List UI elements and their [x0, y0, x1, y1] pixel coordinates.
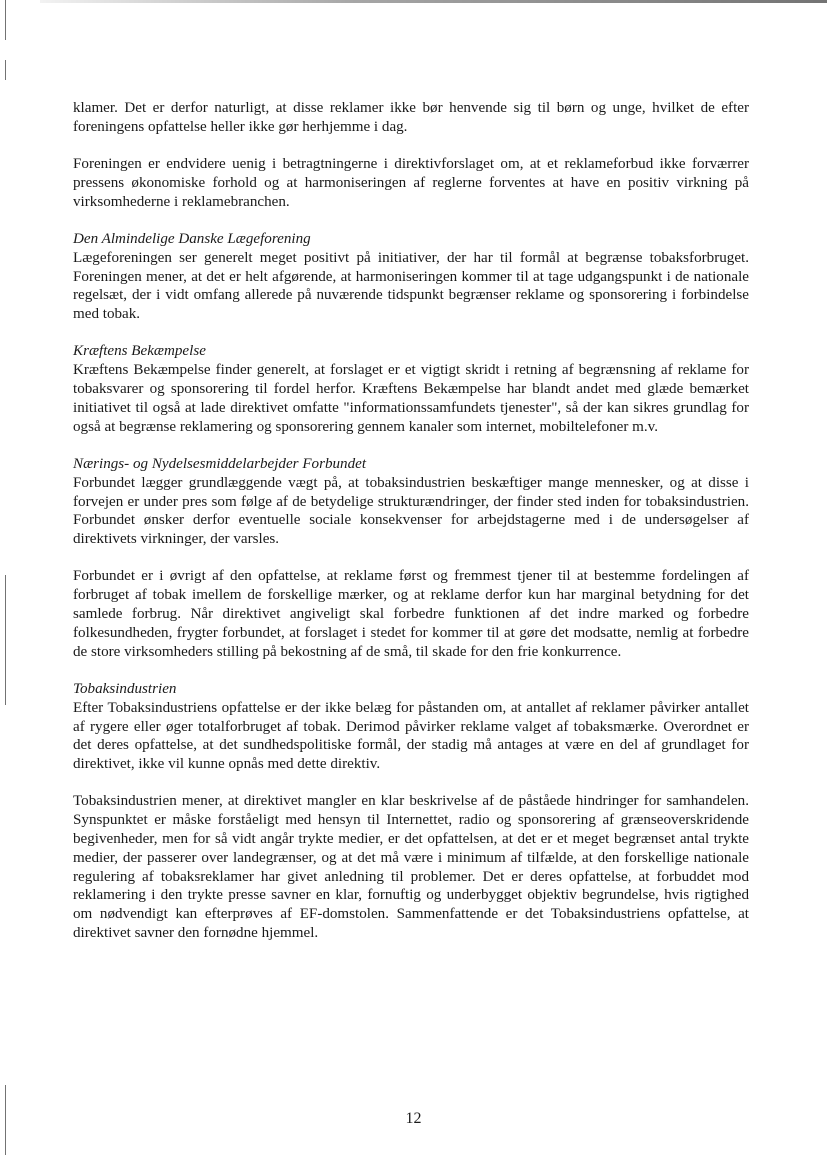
paragraph-foreningen: Foreningen er endvidere uenig i betragtningerne i direktivforslaget om, at et reklameforbud ikke forværrer pressens økonomiske forhold og at harmoniseringen af reglerne forventes at have en positiv virkning på virksomhederne i reklamebranchen.	[73, 156, 749, 210]
paragraph-naerings-forbundet-1: Forbundet lægger grundlæggende vægt på, at tobaksindustrien beskæftiger mange mennesker, og at disse i forvejen er under pres som følge af de betydelige strukturændringer, der finder sted inden for tobaksindustrien. Forbundet ønsker derfor eventuelle sociale konsekvenser for arbejdstagerne med i de undersøgelser af direktivets virkninger, der varsles.	[73, 474, 749, 548]
section-heading-kraeftens-bekaempelse: Kræftens Bekæmpelse	[73, 343, 206, 360]
section-heading-naerings-forbundet: Nærings- og Nydelsesmiddelarbejder Forbundet	[73, 455, 367, 472]
paragraph-tobaksindustrien-1: Efter Tobaksindustriens opfattelse er der ikke belæg for påstanden om, at antallet af reklamer påvirker antallet af rygere eller øger totalforbruget af tobak. Derimod påvirker reklame valget af tobaksmærke. Overordnet er det deres opfattelse, at det sundhedspolitiske formål, der stadig må antages at være en del af grundlaget for direktivet, ikke vil kunne opnås med dette direktiv.	[73, 699, 749, 773]
section-heading-laegeforening: Den Almindelige Danske Lægeforening	[73, 230, 311, 247]
scan-edge-left	[5, 60, 6, 80]
scan-edge-left	[5, 0, 6, 40]
page-number: 12	[405, 1110, 422, 1127]
paragraph-laegeforening: Lægeforeningen ser generelt meget positivt på initiativer, der har til formål at begrænse tobaksforbruget. Foreningen mener, at det er helt afgørende, at harmoniseringen kommer til at tage udgangspunkt i de nationale regelsæt, der i vidt omfang allerede på nuværende tidspunkt begrænser reklame og sponsorering i forbindelse med tobak.	[73, 249, 749, 323]
section-heading-tobaksindustrien: Tobaksindustrien	[73, 680, 177, 697]
scan-edge-left	[5, 575, 6, 705]
paragraph-naerings-forbundet-2: Forbundet er i øvrigt af den opfattelse, at reklame først og fremmest tjener til at bestemme fordelingen af forbruget af tobak imellem de forskellige mærker, og at reklame derfor kun har marginal betydning for det samlede forbrug. Når direktivet angiveligt skal forbedre funktionen af det indre marked og forbedre folkesundheden, frygter forbundet, at forslaget i stedet for kommer til at gøre det modsatte, nemlig at forbedre de store virksomheders stilling på bekostning af de små, til skade for den frie konkurrence.	[73, 568, 749, 660]
document-body	[73, 99, 749, 961]
paragraph-tobaksindustrien-2: Tobaksindustrien mener, at direktivet mangler en klar beskrivelse af de påståede hindringer for samhandelen. Synspunktet er måske forståeligt med hensyn til Internettet, radio og sponsorering af grænseoverskridende begivenheder, men for så vidt angår trykte medier, er det opfattelsen, at det er et meget begrænset antal trykte medier, der passerer over landegrænser, og at det må være i minimum af tilfælde, at den forskellige nationale regulering af tobaksreklamer har givet anledning til problemer. Det er deres opfattelse, at forbuddet mod reklamering i den trykte presse savner en klar, fornuftig og underbygget objektiv begrundelse, hvis rigtighed om nødvendigt kan efterprøves af EF-domstolen. Sammenfattende er det Tobaksindustriens opfattelse, at direktivet savner den fornødne hjemmel.	[73, 793, 749, 941]
paragraph-klamer: klamer. Det er derfor naturligt, at disse reklamer ikke bør henvende sig til børn og unge, hvilket de efter foreningens opfattelse heller ikke gør herhjemme i dag.	[73, 100, 749, 135]
paragraph-kraeftens-bekaempelse: Kræftens Bekæmpelse finder generelt, at forslaget er et vigtigt skridt i retning af begrænsning af reklame for tobaksvarer og sponsorering til fordel herfor. Kræftens Bekæmpelse har blandt andet med glæde bemærket initiativet til også at lade direktivet omfatte "informationssamfundets tjenester", så der kan sikres grundlag for også at begrænse reklamering og sponsorering gennem kanaler som internet, mobiltelefoner m.v.	[73, 362, 749, 435]
scan-edge-top	[40, 0, 827, 3]
